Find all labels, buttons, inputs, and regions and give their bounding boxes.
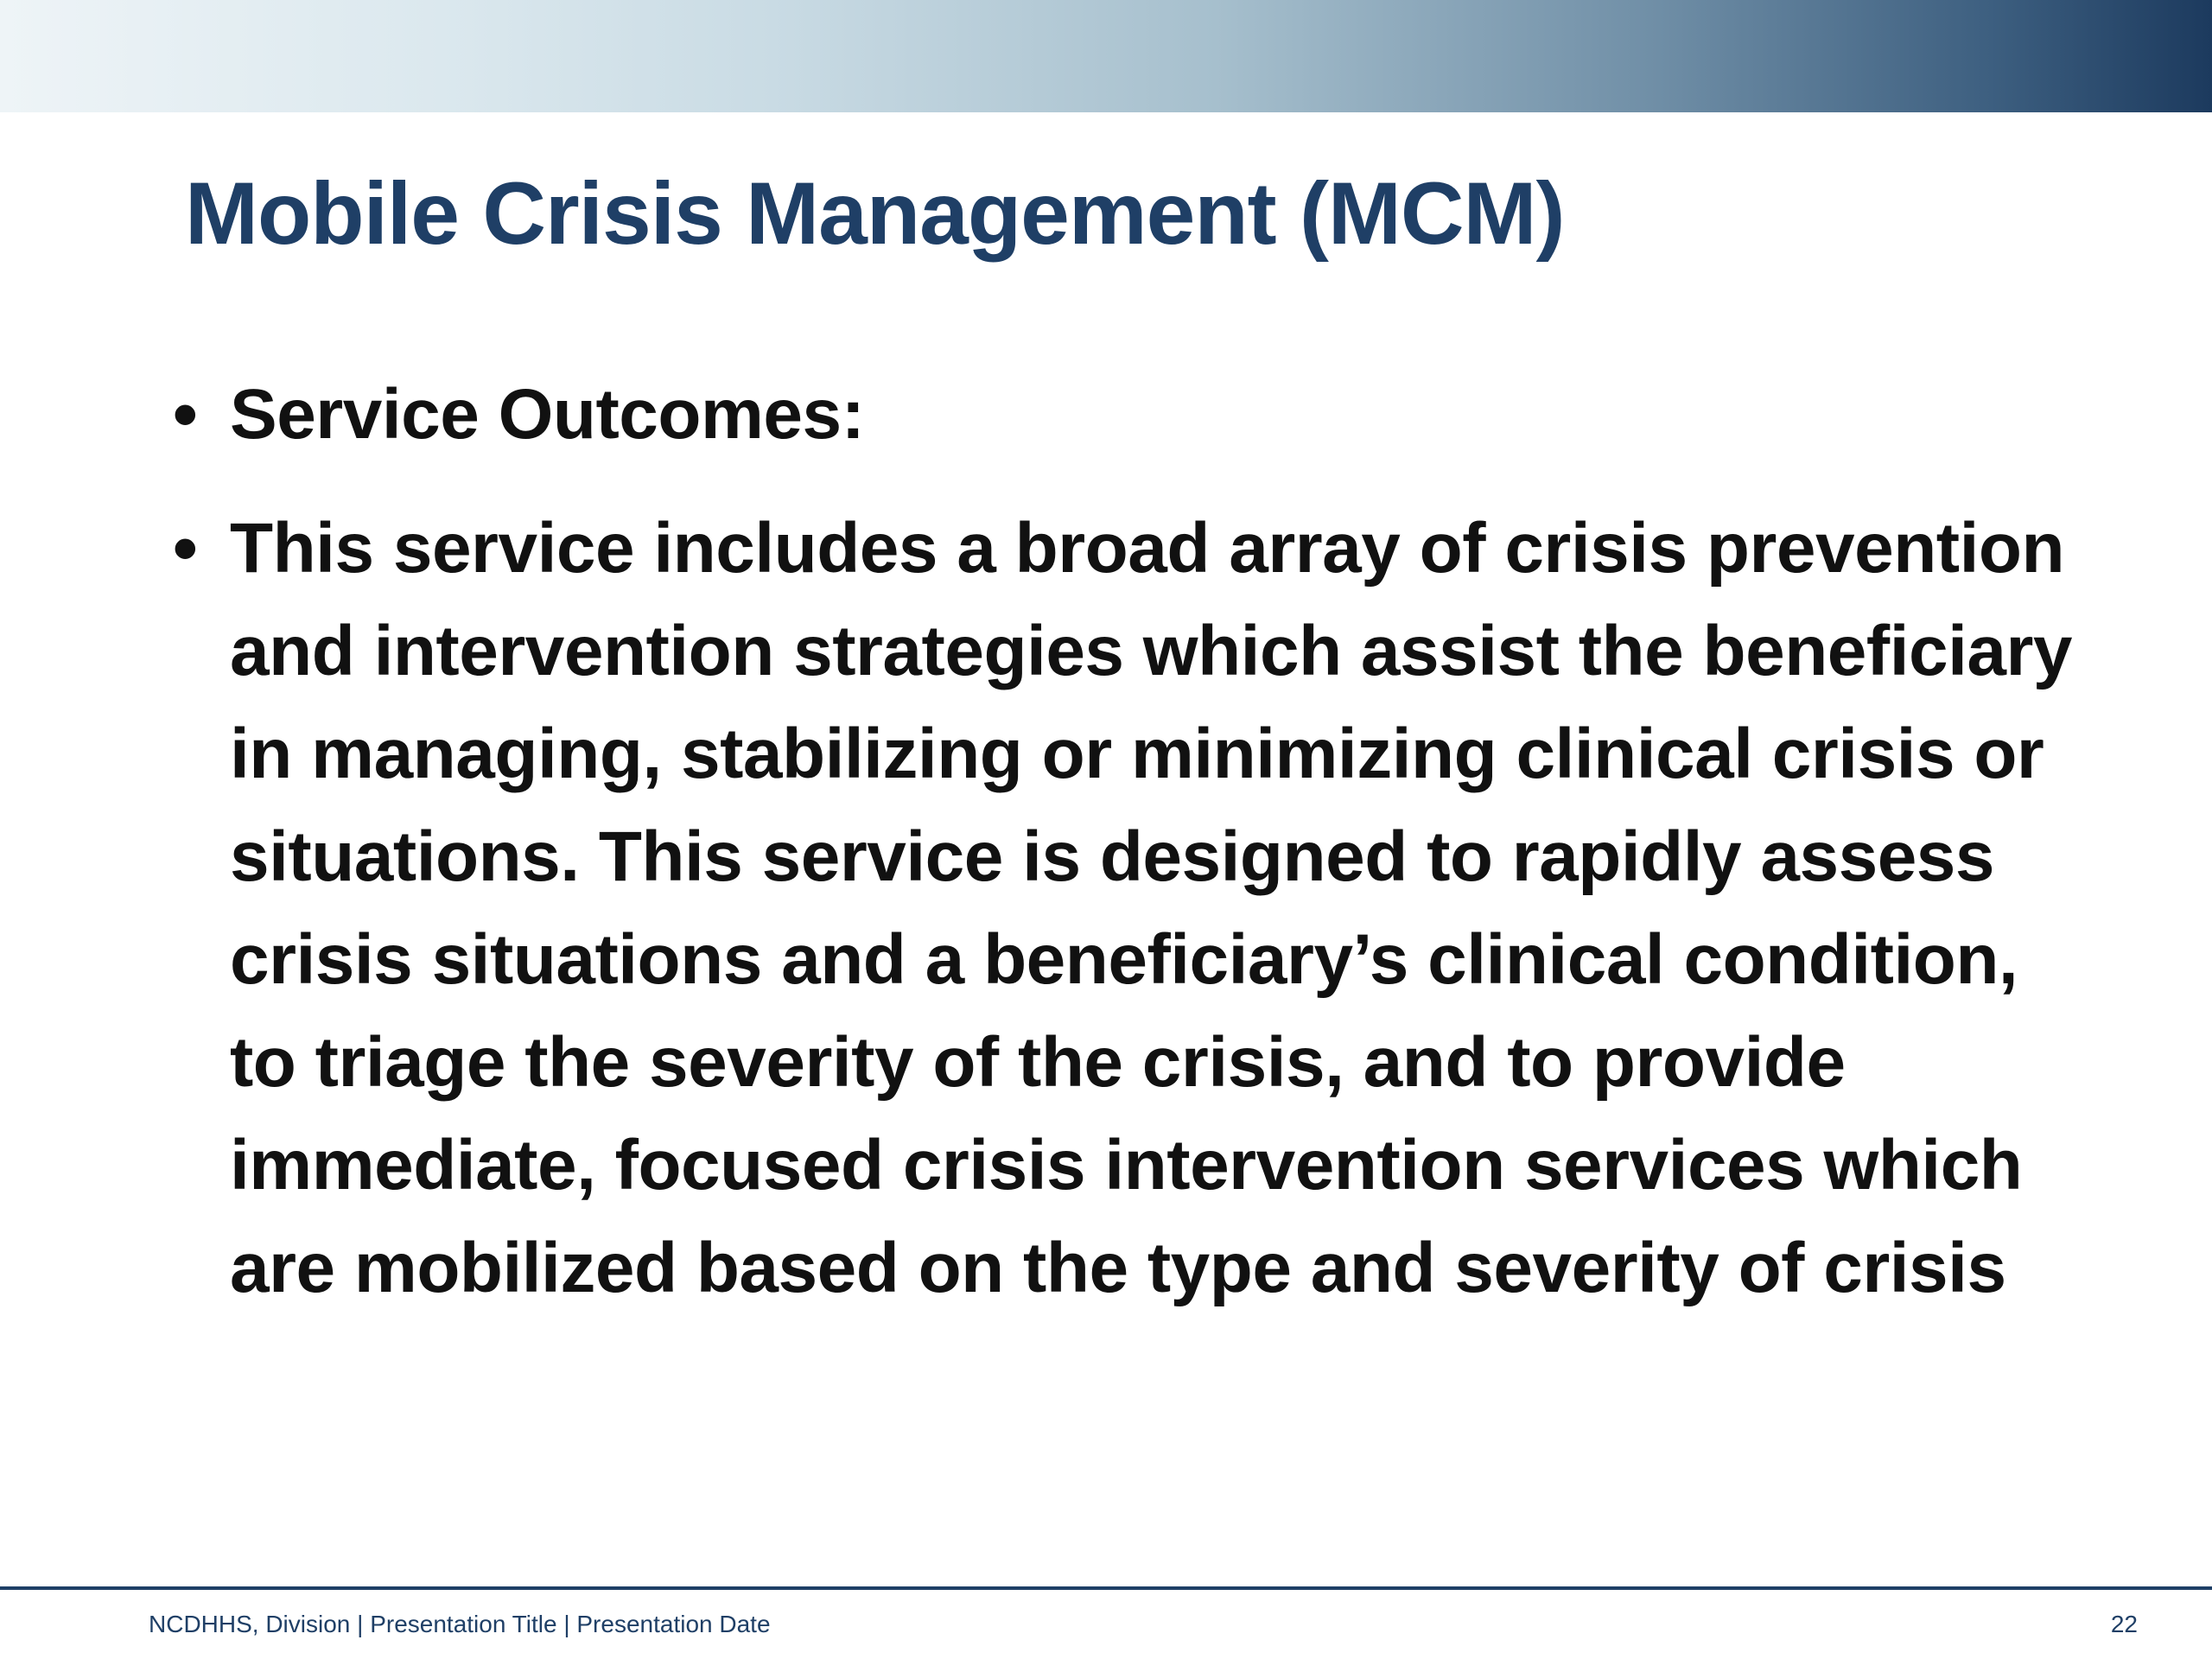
bullet-dot-icon: • xyxy=(173,509,198,588)
bullet-service-description xyxy=(173,497,2091,1319)
slide-title: Mobile Crisis Management (MCM) xyxy=(185,164,1565,263)
page-number: 22 xyxy=(2110,1611,2138,1637)
bullet-text: This service includes a broad array of crisis prevention and intervention strategies which assist the beneficiary in managing, stabilizing or minimizing clinical crisis or situations. This service is designed to rapidly assess crisis situations and a beneficiary’s clinical condition, to triage the severity of the crisis, and to provide immediate, focused crisis intervention services which are mobilized based on the type and severity of crisis xyxy=(230,509,2072,1307)
bullet-text: Service Outcomes: xyxy=(230,375,865,454)
bullet-dot-icon: • xyxy=(173,375,198,454)
footer-divider xyxy=(0,1586,2212,1590)
bullet-list xyxy=(173,363,2091,1319)
bullet-service-outcomes xyxy=(173,363,2091,466)
header-gradient-band xyxy=(0,0,2212,112)
footer-text: NCDHHS, Division | Presentation Title | Presentation Date xyxy=(149,1611,771,1637)
